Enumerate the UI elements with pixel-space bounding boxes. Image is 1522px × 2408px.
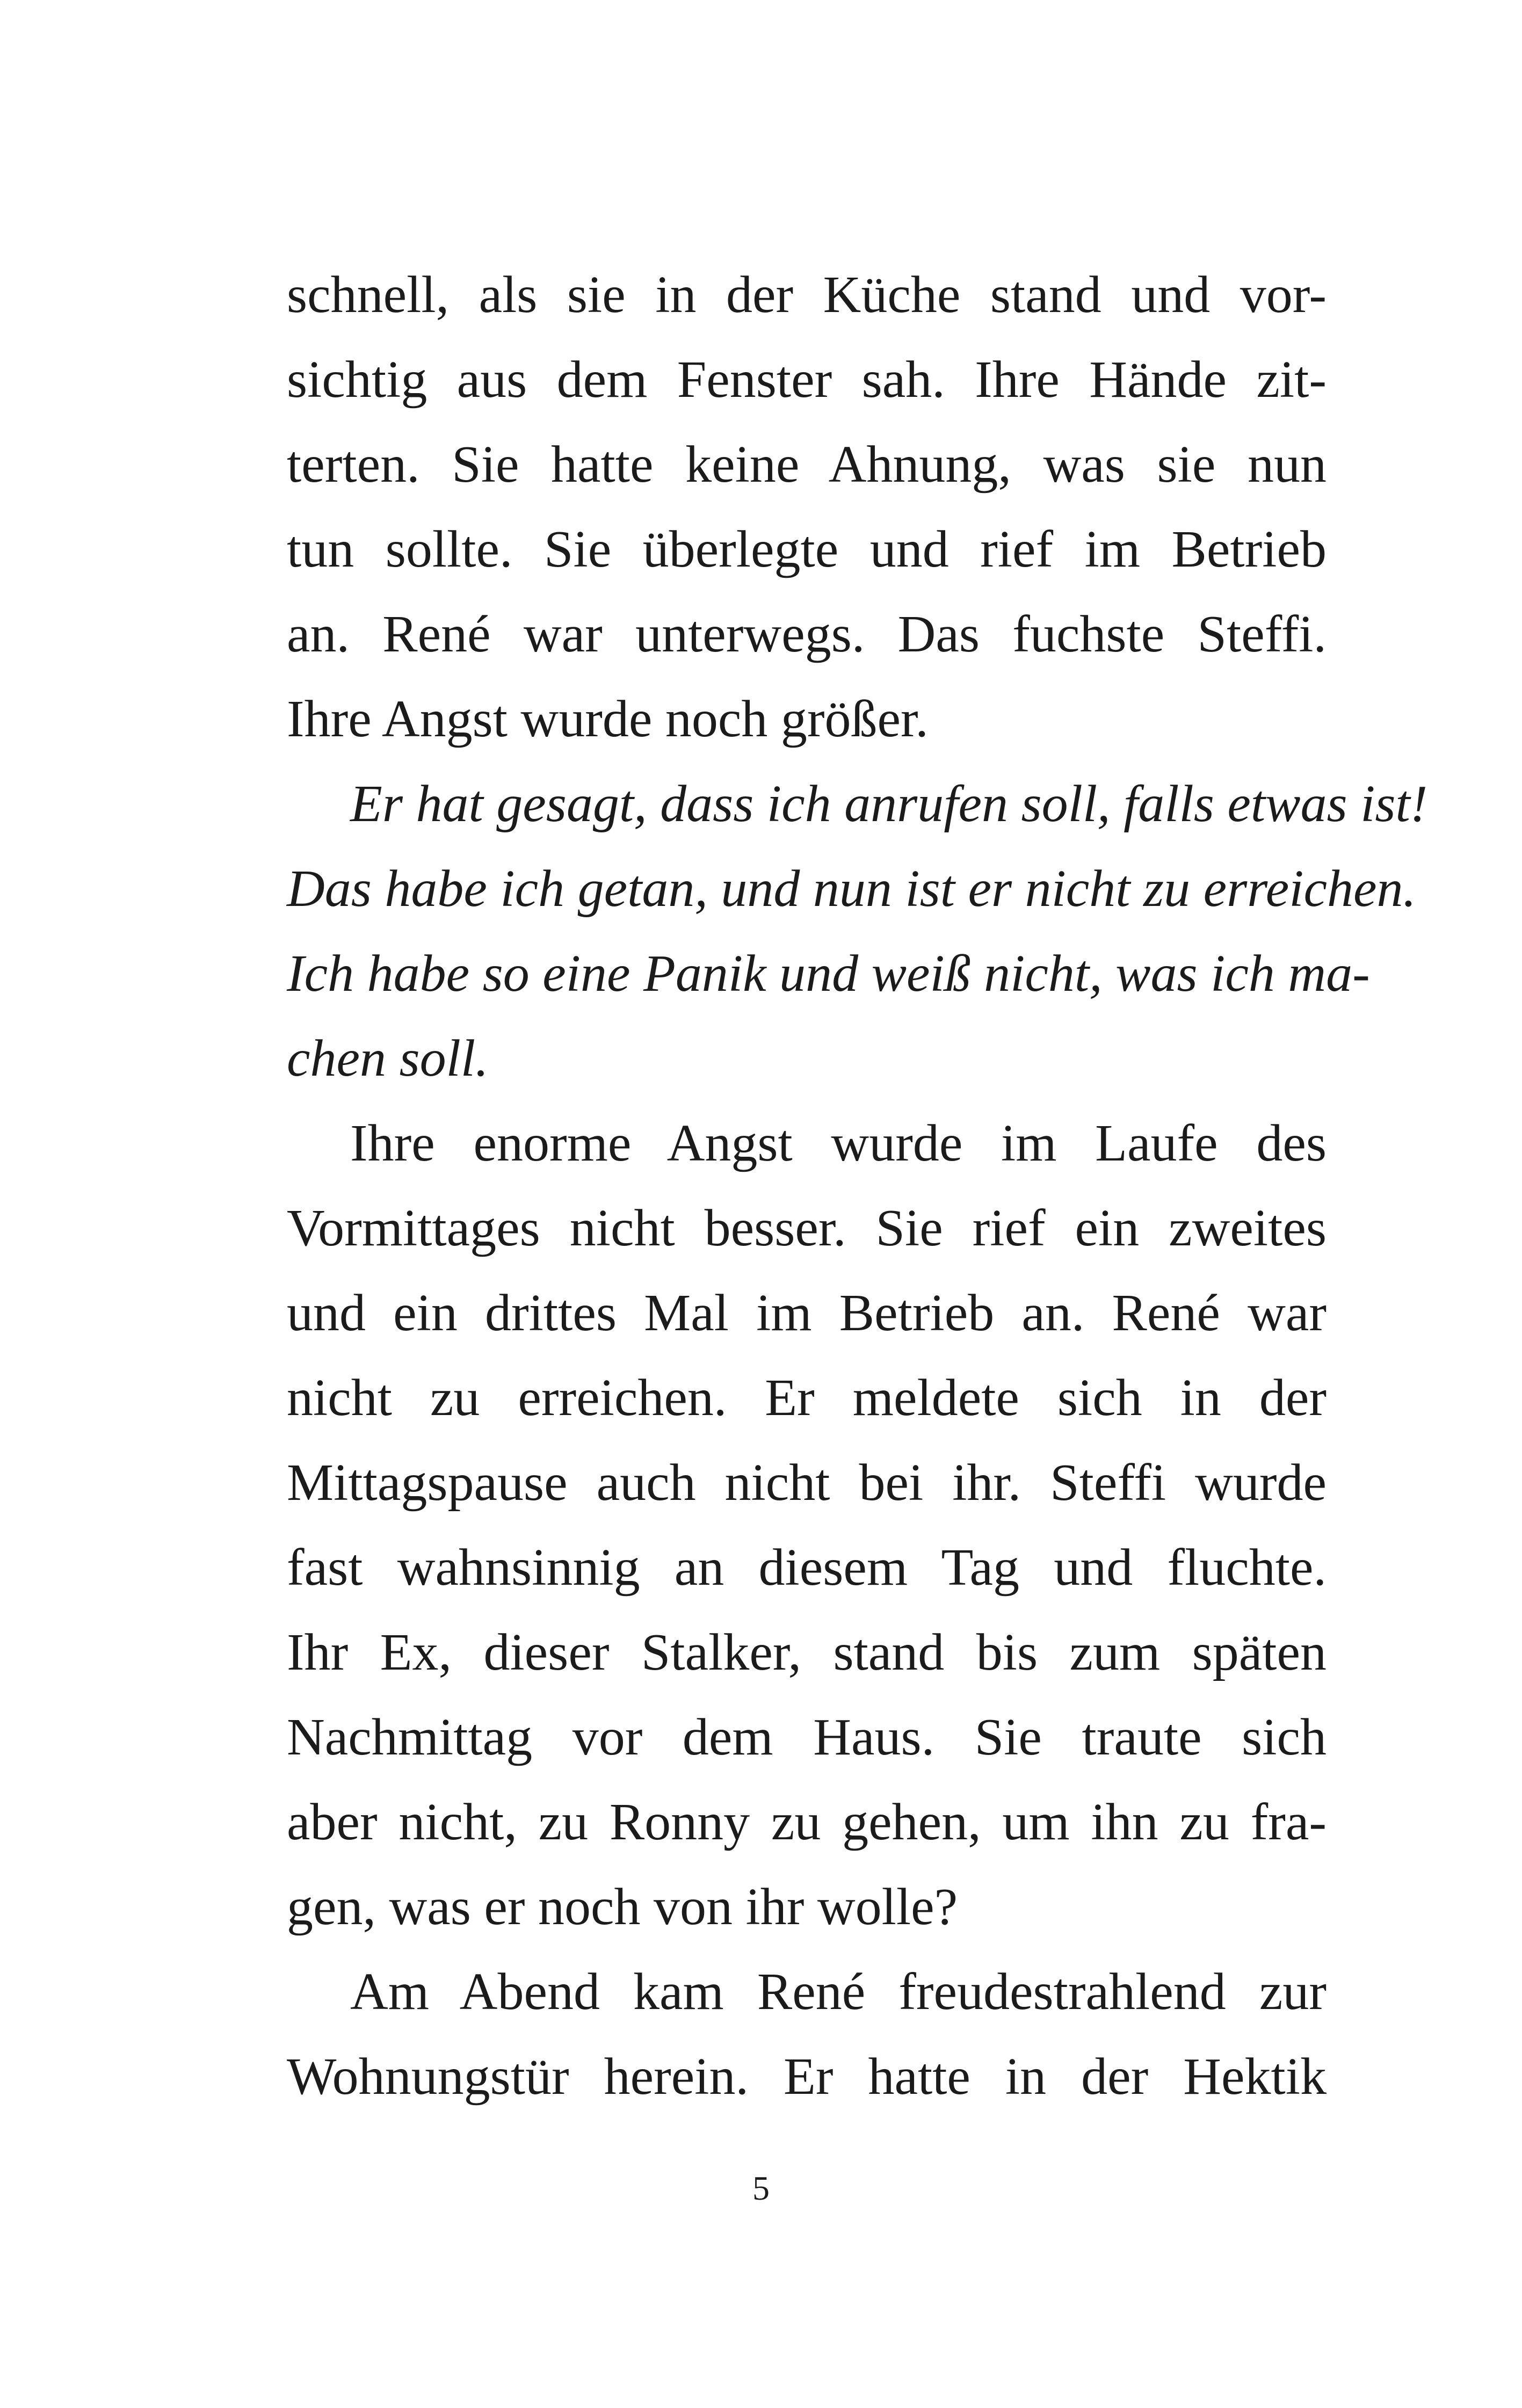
text-line: nicht zu erreichen. Er meldete sich in der: [287, 1369, 1327, 1427]
thought-line: Das habe ich getan, und nun ist er nicht zu erreichen.: [287, 860, 1417, 918]
text-line: fast wahnsinnig an diesem Tag und fluchte.: [287, 1539, 1327, 1597]
text-line: tun sollte. Sie überlegte und rief im Betrieb: [287, 520, 1327, 578]
thought-line: Er hat gesagt, dass ich anrufen soll, falls etwas ist!: [350, 775, 1428, 833]
thought-line: chen soll.: [287, 1029, 489, 1087]
text-line: Mittagspause auch nicht bei ihr. Steffi wurde: [287, 1454, 1327, 1512]
text-line: Vormittages nicht besser. Sie rief ein zweites: [287, 1199, 1327, 1257]
text-line: an. René war unterwegs. Das fuchste Steffi.: [287, 605, 1327, 663]
text-line: schnell, als sie in der Küche stand und vor-: [287, 266, 1327, 324]
body-text: [287, 252, 1428, 2119]
text-line: Am Abend kam René freudestrahlend zur: [350, 1963, 1327, 2021]
text-line: sichtig aus dem Fenster sah. Ihre Hände zit-: [287, 351, 1327, 409]
thought-line: Ich habe so eine Panik und weiß nicht, was ich ma-: [287, 945, 1370, 1003]
text-line: Nachmittag vor dem Haus. Sie traute sich: [287, 1708, 1327, 1766]
text-line: Ihre Angst wurde noch größer.: [287, 690, 929, 748]
page-number: 5: [752, 2169, 770, 2207]
text-line: Ihr Ex, dieser Stalker, stand bis zum späten: [287, 1623, 1327, 1681]
text-line: gen, was er noch von ihr wolle?: [287, 1878, 958, 1936]
text-line: aber nicht, zu Ronny zu gehen, um ihn zu fra-: [287, 1793, 1327, 1851]
text-line: Ihre enorme Angst wurde im Laufe des: [350, 1114, 1327, 1172]
text-line: terten. Sie hatte keine Ahnung, was sie nun: [287, 436, 1327, 494]
text-line: Wohnungstür herein. Er hatte in der Hektik: [287, 2048, 1327, 2106]
text-line: und ein drittes Mal im Betrieb an. René war: [287, 1284, 1327, 1342]
